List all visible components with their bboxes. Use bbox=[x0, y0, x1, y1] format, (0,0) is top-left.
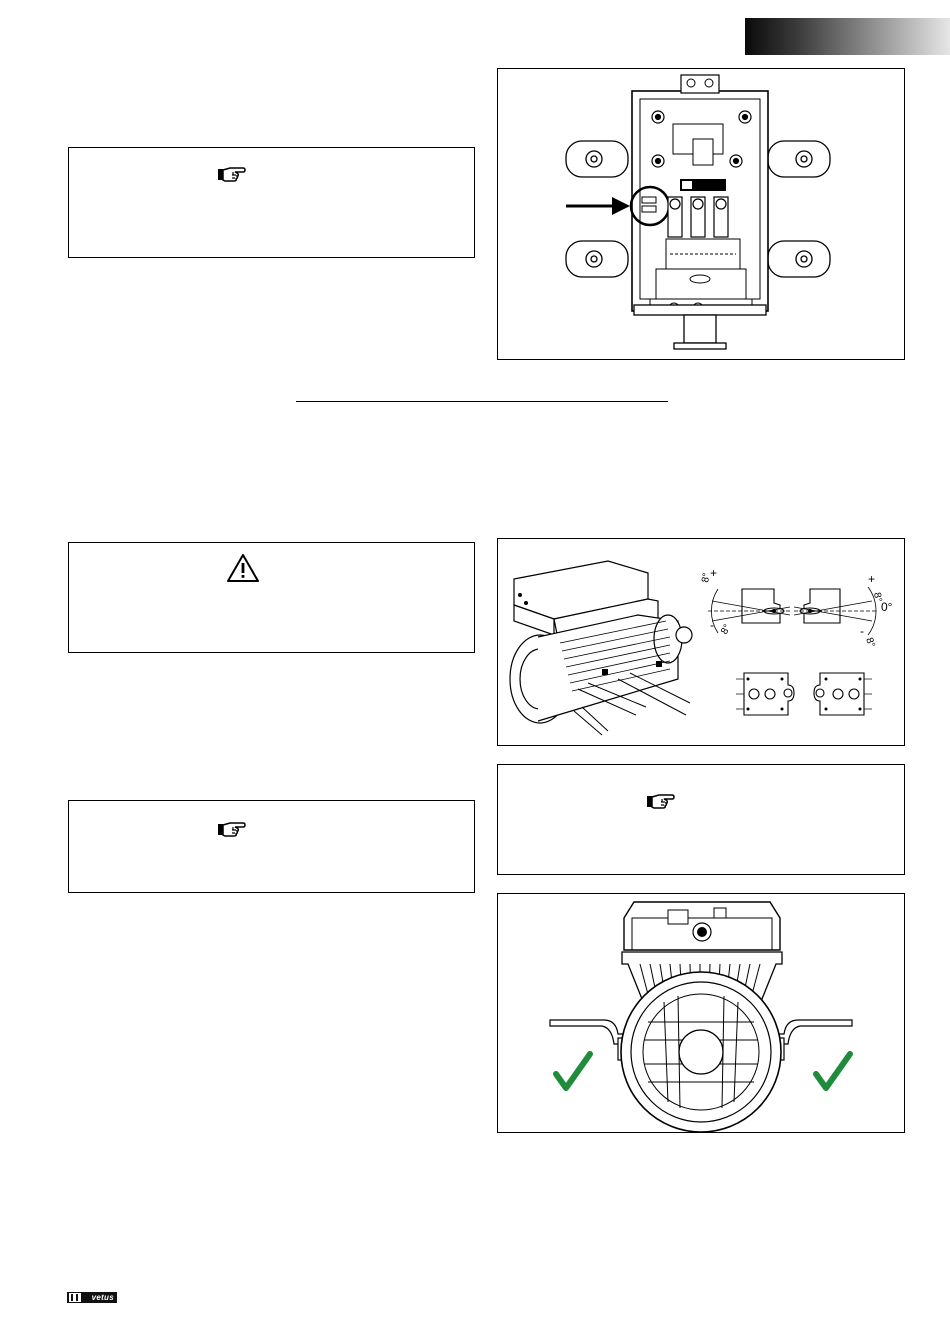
brand-logo-text: vetus bbox=[91, 1293, 114, 1302]
angle-label-4: 8° bbox=[863, 636, 877, 650]
angle-label-2: 8° bbox=[719, 622, 734, 637]
section-tab bbox=[745, 18, 950, 55]
note-box-3 bbox=[497, 764, 905, 875]
figure-mount-angle bbox=[497, 538, 905, 746]
pointing-hand-icon bbox=[646, 792, 676, 810]
angle-sign-4: - bbox=[860, 624, 864, 638]
figure-motor-front-view bbox=[497, 893, 905, 1133]
pointing-hand-icon bbox=[217, 820, 247, 838]
figure-motor-top-view bbox=[497, 68, 905, 360]
checkmark-right-icon bbox=[816, 1054, 850, 1088]
caution-box bbox=[68, 542, 475, 653]
angle-label-3: 8° bbox=[871, 591, 884, 603]
pointing-hand-icon bbox=[217, 165, 247, 183]
angle-label-zero: 0° bbox=[881, 600, 893, 614]
angle-label-1: 8° bbox=[700, 572, 713, 584]
warning-triangle-icon bbox=[226, 553, 260, 583]
section-divider bbox=[296, 401, 668, 402]
note-box-2 bbox=[68, 800, 475, 893]
brand-logo bbox=[67, 1292, 117, 1303]
note-box-1 bbox=[68, 147, 475, 258]
brand-mark-icon bbox=[69, 1293, 81, 1302]
checkmark-left-icon bbox=[556, 1054, 590, 1088]
angle-sign-2: - bbox=[710, 618, 714, 632]
angle-sign-3: + bbox=[868, 572, 876, 586]
angle-sign-1: + bbox=[710, 566, 718, 580]
